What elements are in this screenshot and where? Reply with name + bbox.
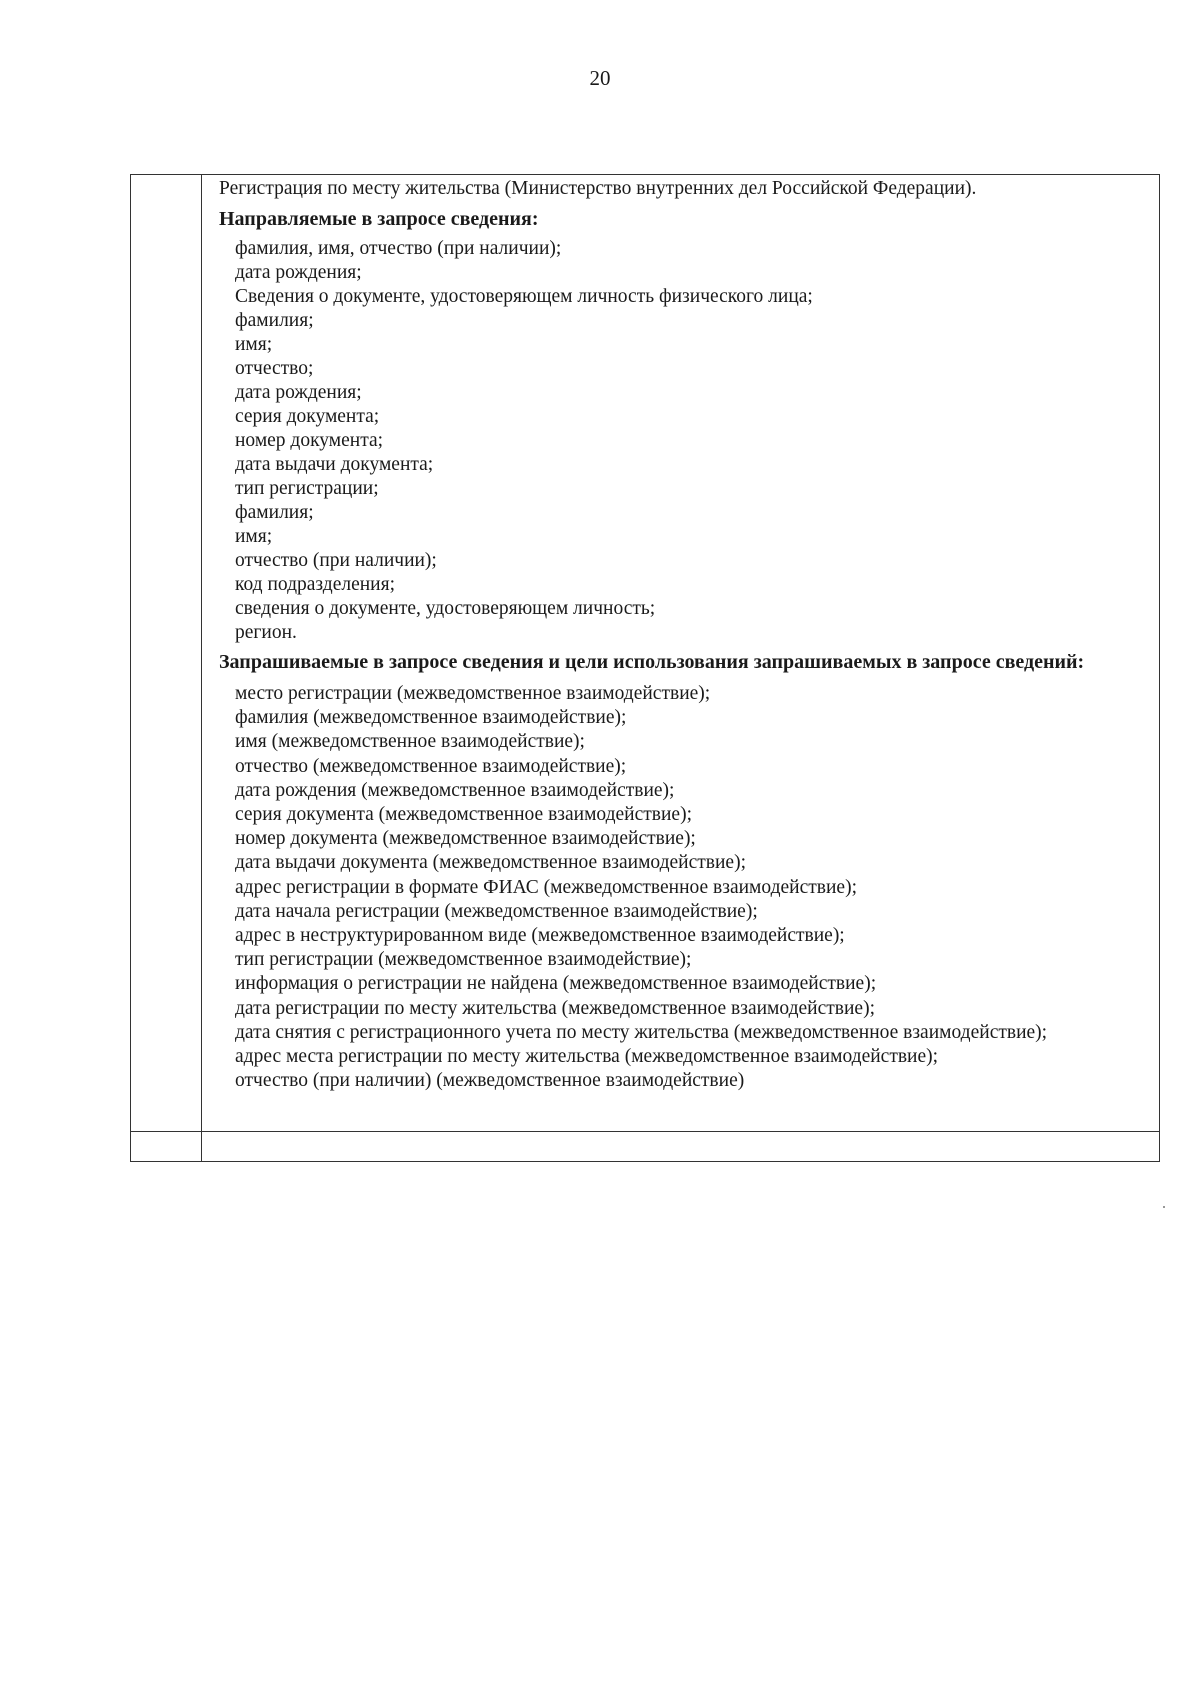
sent-info-item: серия документа; xyxy=(235,406,380,427)
sent-info-item: отчество; xyxy=(235,358,314,379)
requested-info-item: информация о регистрации не найдена (межведомственное взаимодействие); xyxy=(235,973,877,995)
requested-info-item: отчество (межведомственное взаимодействие); xyxy=(235,755,627,777)
sent-info-item: Сведения о документе, удостоверяющем личность физического лица; xyxy=(235,286,813,307)
requested-info-item: дата начала регистрации (межведомственное взаимодействие); xyxy=(235,900,758,922)
sent-info-item: имя; xyxy=(235,526,273,547)
service-title: Регистрация по месту жительства (Министерство внутренних дел Российской Федерации). xyxy=(219,178,977,199)
requested-info-item: адрес в неструктурированном виде (межведомственное взаимодействие); xyxy=(235,925,845,947)
sent-info-item: сведения о документе, удостоверяющем личность; xyxy=(235,598,656,619)
requested-info-item: дата снятия с регистрационного учета по месту жительства (межведомственное взаимодействие); xyxy=(235,1021,1048,1043)
sent-info-item: фамилия; xyxy=(235,502,314,523)
sent-info-item: дата выдачи документа; xyxy=(235,454,434,475)
sent-info-item: регион. xyxy=(235,622,297,643)
sent-info-heading: Направляемые в запросе сведения: xyxy=(219,208,539,230)
requested-info-heading: Запрашиваемые в запросе сведения и цели использования запрашиваемых в запросе сведений: xyxy=(219,651,1085,673)
requested-info-item: фамилия (межведомственное взаимодействие); xyxy=(235,707,627,729)
requested-info-item: адрес регистрации в формате ФИАС (межведомственное взаимодействие); xyxy=(235,876,857,898)
sent-info-item: фамилия; xyxy=(235,310,314,331)
sent-info-item: имя; xyxy=(235,334,273,355)
requested-info-item: дата регистрации по месту жительства (межведомственное взаимодействие); xyxy=(235,997,875,1019)
requested-info-item: имя (межведомственное взаимодействие); xyxy=(235,731,585,753)
sent-info-item: отчество (при наличии); xyxy=(235,550,437,571)
requested-info-list xyxy=(219,682,1159,1093)
table-row-divider xyxy=(131,1131,1159,1132)
table-column-divider xyxy=(201,175,202,1161)
requested-info-item: серия документа (межведомственное взаимодействие); xyxy=(235,804,692,826)
sent-info-item: номер документа; xyxy=(235,430,384,451)
requested-info-item: адрес места регистрации по месту жительства (межведомственное взаимодействие); xyxy=(235,1046,939,1068)
sent-info-item: тип регистрации; xyxy=(235,478,379,499)
page-number: 20 xyxy=(589,66,611,90)
requested-info-item: тип регистрации (межведомственное взаимодействие); xyxy=(235,949,692,971)
requested-info-item: дата рождения (межведомственное взаимодействие); xyxy=(235,779,675,801)
sent-info-list xyxy=(219,237,1159,645)
sent-info-item: фамилия, имя, отчество (при наличии); xyxy=(235,238,562,259)
sent-info-item: дата рождения; xyxy=(235,382,362,403)
requested-info-item: отчество (при наличии) (межведомственное взаимодействие) xyxy=(235,1070,745,1092)
requested-info-item: место регистрации (межведомственное взаимодействие); xyxy=(235,683,711,704)
requested-info-item: дата выдачи документа (межведомственное взаимодействие); xyxy=(235,852,746,874)
requested-info-item: номер документа (межведомственное взаимодействие); xyxy=(235,828,696,850)
sent-info-item: дата рождения; xyxy=(235,262,362,283)
document-table xyxy=(130,174,1160,1162)
sent-info-item: код подразделения; xyxy=(235,574,395,595)
scan-speck xyxy=(1163,1206,1165,1208)
table-cell-content xyxy=(219,177,1159,1093)
